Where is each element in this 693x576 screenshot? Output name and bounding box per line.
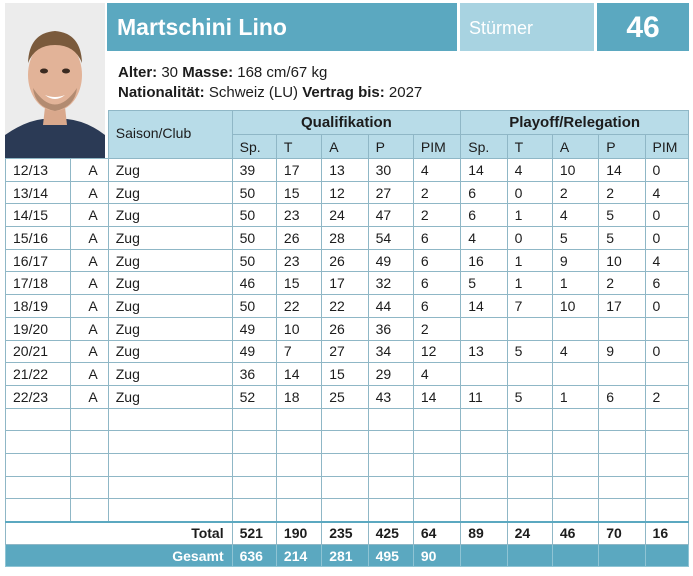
qual-t-cell: 7 bbox=[276, 340, 321, 363]
qual-subheader: A bbox=[322, 135, 368, 159]
club-cell: Zug bbox=[108, 385, 232, 408]
qual-a-cell: 26 bbox=[322, 317, 368, 340]
season-cell: 15/16 bbox=[6, 227, 71, 250]
playoff-a-cell: 4 bbox=[552, 340, 598, 363]
qual-p-cell: 30 bbox=[368, 159, 413, 182]
nationalitaet-value: Schweiz (LU) bbox=[208, 84, 299, 101]
total-row bbox=[6, 522, 689, 545]
table-row bbox=[6, 272, 689, 295]
alter-value: 30 bbox=[161, 64, 179, 81]
empty-cell bbox=[276, 476, 321, 499]
empty-cell bbox=[461, 499, 507, 522]
playoff-a-cell: 9 bbox=[552, 249, 598, 272]
alter-label: Alter: bbox=[118, 64, 158, 81]
empty-cell bbox=[232, 453, 276, 476]
playoff-t-cell bbox=[507, 363, 552, 386]
total-qual-t: 190 bbox=[276, 522, 321, 545]
playoff-subheader: Sp. bbox=[461, 135, 507, 159]
empty-cell bbox=[232, 431, 276, 454]
table-row bbox=[6, 249, 689, 272]
playoff-sp-cell bbox=[461, 363, 507, 386]
qual-t-cell: 17 bbox=[276, 159, 321, 182]
qual-t-cell: 23 bbox=[276, 249, 321, 272]
empty-cell bbox=[71, 499, 108, 522]
playoff-subheader: PIM bbox=[645, 135, 688, 159]
qual-pim-cell: 2 bbox=[413, 317, 460, 340]
qual-p-cell: 54 bbox=[368, 227, 413, 250]
club-cell: Zug bbox=[108, 340, 232, 363]
total-playoff-t: 24 bbox=[507, 522, 552, 545]
empty-cell bbox=[232, 408, 276, 431]
playoff-pim-cell: 6 bbox=[645, 272, 688, 295]
empty-cell bbox=[507, 431, 552, 454]
gesamt-qual-a: 281 bbox=[322, 544, 368, 567]
empty-cell bbox=[645, 499, 688, 522]
total-playoff-a: 46 bbox=[552, 522, 598, 545]
empty-cell bbox=[108, 499, 232, 522]
league-cell: A bbox=[71, 227, 108, 250]
qual-pim-cell: 6 bbox=[413, 249, 460, 272]
empty-cell bbox=[461, 453, 507, 476]
qual-a-cell: 13 bbox=[322, 159, 368, 182]
qual-t-cell: 18 bbox=[276, 385, 321, 408]
empty-cell bbox=[71, 431, 108, 454]
empty-cell bbox=[552, 453, 598, 476]
table-row bbox=[6, 204, 689, 227]
empty-cell bbox=[322, 476, 368, 499]
playoff-t-cell: 1 bbox=[507, 249, 552, 272]
empty-cell bbox=[552, 431, 598, 454]
qual-t-cell: 15 bbox=[276, 181, 321, 204]
playoff-a-cell: 10 bbox=[552, 295, 598, 318]
gesamt-playoff-pim bbox=[645, 544, 688, 567]
empty-cell bbox=[599, 476, 645, 499]
empty-cell bbox=[6, 476, 71, 499]
playoff-p-cell: 17 bbox=[599, 295, 645, 318]
total-playoff-p: 70 bbox=[599, 522, 645, 545]
empty-cell bbox=[461, 408, 507, 431]
empty-cell bbox=[108, 476, 232, 499]
playoff-pim-cell: 0 bbox=[645, 227, 688, 250]
qual-sp-cell: 36 bbox=[232, 363, 276, 386]
table-row bbox=[6, 227, 689, 250]
playoff-header: Playoff/Relegation bbox=[461, 111, 689, 135]
photo-spacer bbox=[6, 111, 109, 135]
gesamt-playoff-t bbox=[507, 544, 552, 567]
gesamt-qual-pim: 90 bbox=[413, 544, 460, 567]
playoff-a-cell bbox=[552, 363, 598, 386]
qual-sp-cell: 50 bbox=[232, 249, 276, 272]
photo-spacer bbox=[6, 135, 109, 159]
qual-t-cell: 14 bbox=[276, 363, 321, 386]
empty-cell bbox=[276, 453, 321, 476]
gesamt-playoff-p bbox=[599, 544, 645, 567]
season-cell: 21/22 bbox=[6, 363, 71, 386]
vertrag-label: Vertrag bis: bbox=[302, 84, 385, 101]
qual-a-cell: 17 bbox=[322, 272, 368, 295]
playoff-pim-cell: 2 bbox=[645, 385, 688, 408]
empty-cell bbox=[599, 431, 645, 454]
playoff-p-cell bbox=[599, 363, 645, 386]
season-cell: 16/17 bbox=[6, 249, 71, 272]
qual-a-cell: 12 bbox=[322, 181, 368, 204]
qual-subheader: P bbox=[368, 135, 413, 159]
playoff-subheader: A bbox=[552, 135, 598, 159]
qual-pim-cell: 2 bbox=[413, 204, 460, 227]
league-cell: A bbox=[71, 385, 108, 408]
empty-cell bbox=[368, 453, 413, 476]
playoff-p-cell: 10 bbox=[599, 249, 645, 272]
playoff-a-cell: 4 bbox=[552, 204, 598, 227]
empty-row bbox=[6, 476, 689, 499]
playoff-sp-cell: 16 bbox=[461, 249, 507, 272]
empty-cell bbox=[552, 499, 598, 522]
qual-subheader: PIM bbox=[413, 135, 460, 159]
empty-row bbox=[6, 408, 689, 431]
empty-cell bbox=[552, 408, 598, 431]
season-cell: 14/15 bbox=[6, 204, 71, 227]
total-qual-a: 235 bbox=[322, 522, 368, 545]
season-cell: 20/21 bbox=[6, 340, 71, 363]
qual-pim-cell: 12 bbox=[413, 340, 460, 363]
playoff-t-cell: 7 bbox=[507, 295, 552, 318]
playoff-pim-cell bbox=[645, 317, 688, 340]
empty-cell bbox=[368, 499, 413, 522]
playoff-p-cell: 2 bbox=[599, 272, 645, 295]
playoff-p-cell: 5 bbox=[599, 204, 645, 227]
empty-cell bbox=[645, 431, 688, 454]
empty-cell bbox=[413, 431, 460, 454]
total-qual-sp: 521 bbox=[232, 522, 276, 545]
empty-cell bbox=[108, 431, 232, 454]
qual-subheader: Sp. bbox=[232, 135, 276, 159]
league-cell: A bbox=[71, 272, 108, 295]
empty-cell bbox=[507, 453, 552, 476]
playoff-p-cell: 9 bbox=[599, 340, 645, 363]
masse-label: Masse: bbox=[182, 64, 234, 81]
empty-cell bbox=[413, 499, 460, 522]
playoff-t-cell: 4 bbox=[507, 159, 552, 182]
league-cell: A bbox=[71, 295, 108, 318]
total-playoff-sp: 89 bbox=[461, 522, 507, 545]
playoff-p-cell: 2 bbox=[599, 181, 645, 204]
league-cell: A bbox=[71, 159, 108, 182]
playoff-a-cell: 1 bbox=[552, 272, 598, 295]
playoff-pim-cell: 0 bbox=[645, 159, 688, 182]
qual-sp-cell: 50 bbox=[232, 204, 276, 227]
playoff-a-cell: 10 bbox=[552, 159, 598, 182]
qual-sp-cell: 50 bbox=[232, 295, 276, 318]
empty-cell bbox=[108, 408, 232, 431]
club-cell: Zug bbox=[108, 227, 232, 250]
playoff-t-cell: 1 bbox=[507, 272, 552, 295]
player-name: Martschini Lino bbox=[107, 3, 457, 51]
total-qual-p: 425 bbox=[368, 522, 413, 545]
playoff-subheader: P bbox=[599, 135, 645, 159]
season-cell: 22/23 bbox=[6, 385, 71, 408]
total-qual-pim: 64 bbox=[413, 522, 460, 545]
playoff-sp-cell: 14 bbox=[461, 159, 507, 182]
qual-p-cell: 27 bbox=[368, 181, 413, 204]
gesamt-playoff-sp bbox=[461, 544, 507, 567]
empty-cell bbox=[322, 499, 368, 522]
league-cell: A bbox=[71, 249, 108, 272]
nationalitaet-label: Nationalität: bbox=[118, 84, 205, 101]
empty-cell bbox=[507, 476, 552, 499]
empty-cell bbox=[645, 408, 688, 431]
total-playoff-pim: 16 bbox=[645, 522, 688, 545]
season-cell: 12/13 bbox=[6, 159, 71, 182]
qual-sp-cell: 50 bbox=[232, 181, 276, 204]
club-cell: Zug bbox=[108, 181, 232, 204]
qual-sp-cell: 49 bbox=[232, 340, 276, 363]
qual-pim-cell: 6 bbox=[413, 295, 460, 318]
table-row bbox=[6, 317, 689, 340]
playoff-t-cell: 0 bbox=[507, 227, 552, 250]
player-position: Stürmer bbox=[460, 3, 594, 51]
playoff-t-cell: 5 bbox=[507, 385, 552, 408]
playoff-a-cell: 5 bbox=[552, 227, 598, 250]
empty-cell bbox=[552, 476, 598, 499]
playoff-t-cell bbox=[507, 317, 552, 340]
qual-p-cell: 49 bbox=[368, 249, 413, 272]
empty-cell bbox=[322, 431, 368, 454]
info-line-1 bbox=[118, 63, 422, 83]
table-row bbox=[6, 181, 689, 204]
empty-cell bbox=[645, 453, 688, 476]
playoff-subheader: T bbox=[507, 135, 552, 159]
qual-p-cell: 32 bbox=[368, 272, 413, 295]
empty-cell bbox=[6, 499, 71, 522]
table-row bbox=[6, 159, 689, 182]
playoff-pim-cell: 4 bbox=[645, 249, 688, 272]
stats-table bbox=[5, 110, 689, 567]
qual-pim-cell: 4 bbox=[413, 363, 460, 386]
club-cell: Zug bbox=[108, 272, 232, 295]
season-cell: 13/14 bbox=[6, 181, 71, 204]
table-row bbox=[6, 295, 689, 318]
empty-cell bbox=[6, 408, 71, 431]
qual-pim-cell: 14 bbox=[413, 385, 460, 408]
empty-cell bbox=[322, 408, 368, 431]
empty-cell bbox=[599, 499, 645, 522]
qual-p-cell: 36 bbox=[368, 317, 413, 340]
qual-a-cell: 15 bbox=[322, 363, 368, 386]
playoff-pim-cell: 0 bbox=[645, 340, 688, 363]
empty-cell bbox=[71, 453, 108, 476]
season-cell: 18/19 bbox=[6, 295, 71, 318]
qual-a-cell: 28 bbox=[322, 227, 368, 250]
empty-cell bbox=[413, 408, 460, 431]
empty-cell bbox=[6, 453, 71, 476]
empty-cell bbox=[507, 408, 552, 431]
qual-p-cell: 44 bbox=[368, 295, 413, 318]
empty-row bbox=[6, 453, 689, 476]
qual-p-cell: 43 bbox=[368, 385, 413, 408]
empty-cell bbox=[232, 499, 276, 522]
qual-p-cell: 47 bbox=[368, 204, 413, 227]
qual-pim-cell: 2 bbox=[413, 181, 460, 204]
playoff-a-cell: 2 bbox=[552, 181, 598, 204]
info-line-2 bbox=[118, 83, 422, 103]
empty-cell bbox=[507, 499, 552, 522]
qual-a-cell: 26 bbox=[322, 249, 368, 272]
playoff-pim-cell: 4 bbox=[645, 181, 688, 204]
empty-cell bbox=[461, 431, 507, 454]
player-number: 46 bbox=[597, 3, 689, 51]
playoff-sp-cell: 11 bbox=[461, 385, 507, 408]
playoff-sp-cell: 4 bbox=[461, 227, 507, 250]
empty-cell bbox=[413, 453, 460, 476]
league-cell: A bbox=[71, 317, 108, 340]
club-cell: Zug bbox=[108, 204, 232, 227]
qual-t-cell: 26 bbox=[276, 227, 321, 250]
gesamt-playoff-a bbox=[552, 544, 598, 567]
total-label: Total bbox=[6, 522, 233, 545]
empty-row bbox=[6, 431, 689, 454]
empty-cell bbox=[599, 453, 645, 476]
empty-cell bbox=[368, 476, 413, 499]
table-row bbox=[6, 385, 689, 408]
gesamt-qual-p: 495 bbox=[368, 544, 413, 567]
club-cell: Zug bbox=[108, 159, 232, 182]
playoff-p-cell: 14 bbox=[599, 159, 645, 182]
club-cell: Zug bbox=[108, 363, 232, 386]
playoff-p-cell bbox=[599, 317, 645, 340]
qual-sp-cell: 49 bbox=[232, 317, 276, 340]
empty-cell bbox=[599, 408, 645, 431]
gesamt-row bbox=[6, 544, 689, 567]
empty-cell bbox=[461, 476, 507, 499]
empty-cell bbox=[645, 476, 688, 499]
empty-row bbox=[6, 499, 689, 522]
empty-cell bbox=[108, 453, 232, 476]
empty-cell bbox=[71, 476, 108, 499]
club-cell: Zug bbox=[108, 317, 232, 340]
playoff-sp-cell: 6 bbox=[461, 204, 507, 227]
season-cell: 19/20 bbox=[6, 317, 71, 340]
league-cell: A bbox=[71, 363, 108, 386]
playoff-p-cell: 6 bbox=[599, 385, 645, 408]
qual-sp-cell: 52 bbox=[232, 385, 276, 408]
club-cell: Zug bbox=[108, 249, 232, 272]
qual-p-cell: 29 bbox=[368, 363, 413, 386]
empty-cell bbox=[276, 431, 321, 454]
vertrag-value: 2027 bbox=[388, 84, 423, 101]
empty-cell bbox=[276, 499, 321, 522]
masse-value: 168 cm/67 kg bbox=[237, 64, 328, 81]
empty-cell bbox=[232, 476, 276, 499]
table-row bbox=[6, 340, 689, 363]
gesamt-label: Gesamt bbox=[6, 544, 233, 567]
qual-a-cell: 22 bbox=[322, 295, 368, 318]
playoff-sp-cell bbox=[461, 317, 507, 340]
season-cell: 17/18 bbox=[6, 272, 71, 295]
league-cell: A bbox=[71, 181, 108, 204]
qual-t-cell: 23 bbox=[276, 204, 321, 227]
empty-cell bbox=[368, 431, 413, 454]
qual-pim-cell: 6 bbox=[413, 227, 460, 250]
playoff-p-cell: 5 bbox=[599, 227, 645, 250]
player-info bbox=[118, 63, 422, 103]
playoff-pim-cell: 0 bbox=[645, 204, 688, 227]
qual-a-cell: 25 bbox=[322, 385, 368, 408]
league-cell: A bbox=[71, 204, 108, 227]
playoff-sp-cell: 6 bbox=[461, 181, 507, 204]
empty-cell bbox=[368, 408, 413, 431]
playoff-sp-cell: 14 bbox=[461, 295, 507, 318]
qualifikation-header: Qualifikation bbox=[232, 111, 461, 135]
qual-sp-cell: 50 bbox=[232, 227, 276, 250]
qual-pim-cell: 4 bbox=[413, 159, 460, 182]
playoff-sp-cell: 5 bbox=[461, 272, 507, 295]
playoff-t-cell: 5 bbox=[507, 340, 552, 363]
qual-t-cell: 22 bbox=[276, 295, 321, 318]
qual-p-cell: 34 bbox=[368, 340, 413, 363]
empty-cell bbox=[413, 476, 460, 499]
playoff-a-cell bbox=[552, 317, 598, 340]
club-cell: Zug bbox=[108, 295, 232, 318]
qual-a-cell: 24 bbox=[322, 204, 368, 227]
qual-a-cell: 27 bbox=[322, 340, 368, 363]
gesamt-qual-sp: 636 bbox=[232, 544, 276, 567]
playoff-pim-cell bbox=[645, 363, 688, 386]
playoff-sp-cell: 13 bbox=[461, 340, 507, 363]
qual-pim-cell: 6 bbox=[413, 272, 460, 295]
empty-cell bbox=[71, 408, 108, 431]
playoff-pim-cell: 0 bbox=[645, 295, 688, 318]
saison-club-header: Saison/Club bbox=[108, 111, 232, 159]
table-row bbox=[6, 363, 689, 386]
qual-sp-cell: 39 bbox=[232, 159, 276, 182]
empty-cell bbox=[276, 408, 321, 431]
gesamt-qual-t: 214 bbox=[276, 544, 321, 567]
qual-sp-cell: 46 bbox=[232, 272, 276, 295]
playoff-t-cell: 1 bbox=[507, 204, 552, 227]
empty-cell bbox=[322, 453, 368, 476]
qual-subheader: T bbox=[276, 135, 321, 159]
qual-t-cell: 10 bbox=[276, 317, 321, 340]
playoff-a-cell: 1 bbox=[552, 385, 598, 408]
league-cell: A bbox=[71, 340, 108, 363]
playoff-t-cell: 0 bbox=[507, 181, 552, 204]
empty-cell bbox=[6, 431, 71, 454]
qual-t-cell: 15 bbox=[276, 272, 321, 295]
